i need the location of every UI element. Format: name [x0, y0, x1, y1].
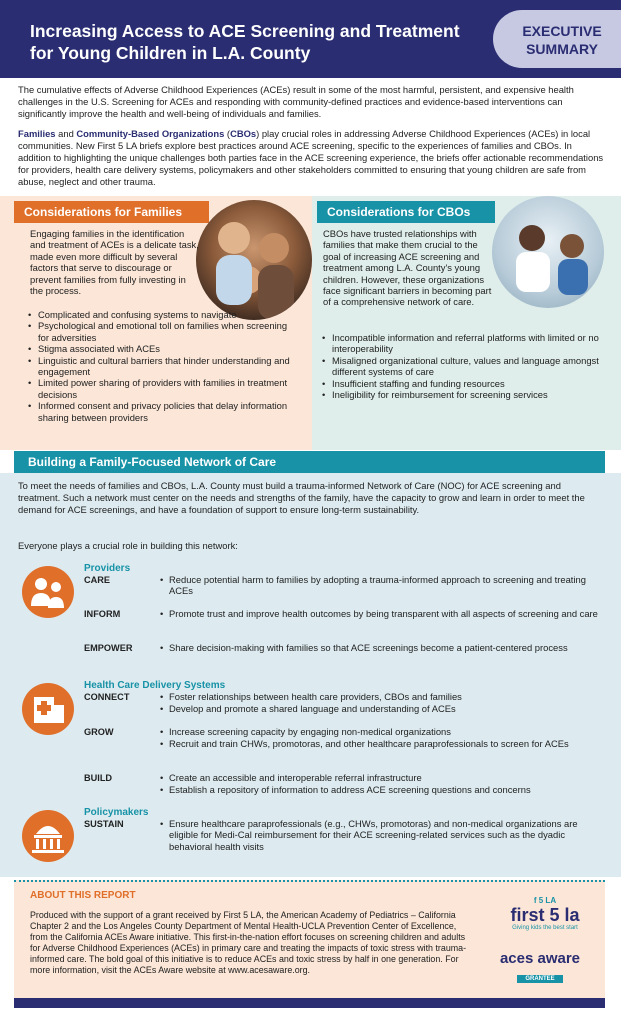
cbos-bullets: [322, 332, 602, 400]
acesaware-logo: [490, 950, 590, 985]
inform-text: • Promote trust and improve health outcomes by being transparent with all aspects of screening and care: [160, 608, 600, 619]
role-care: CARE: [84, 575, 111, 585]
families-bullet: • Psychological and emotional toll on families when screening for adversities: [28, 320, 298, 343]
families-term: Families: [18, 128, 56, 139]
role-connect: CONNECT: [84, 692, 130, 702]
and-text: and: [55, 128, 77, 139]
providers-icon: [22, 566, 74, 618]
build-point-2: • Establish a repository of information to address ACE screening questions and concerns: [160, 784, 600, 795]
intro-paragraph-1: The cumulative effects of Adverse Childhood Experiences (ACEs) result in some of the most harmful, persistent, and expensive health challenges in the U.S. Screening for ACEs and responding with community-defined practices and evidence-based interventions can significantly improve the health and well-being of individuals and families.: [18, 84, 574, 119]
hospital-icon: [22, 683, 74, 735]
role-build: BUILD: [84, 773, 113, 783]
about-text: Produced with the support of a grant received by First 5 LA, the American Academy of Pediatrics – California Chapter 2 and the Los Angeles County Department of Mental Health-UCLA Prevention Center of Excellence, from the California ACEs Aware initiative. This first-in-the-nation effort focuses on screening children and adults for Adverse Childhood Experiences (ACEs) in primary care and treating the impacts of toxic stress with trauma-informed care. The bold goal of this initiative is to reduce ACEs and toxic stress by half in one generation. For more information, visit the ACEs Aware website at www.acesaware.org.: [30, 910, 467, 975]
grow-point-1: • Increase screening capacity by engaging non-medical organizations: [160, 726, 600, 737]
role-grow: GROW: [84, 727, 114, 737]
footer-bar: [14, 998, 605, 1008]
empower-text: • Share decision-making with families so that ACE screenings become a patient-centered process: [160, 642, 600, 653]
family-photo: [196, 200, 312, 320]
hospital-glyph: [22, 683, 74, 735]
cbos-paragraph: CBOs have trusted relationships with families that make them crucial to the goal of increasing ACE screening and treatment among L.A. County's young children. However, these organizations face significant barriers in becoming part of a comprehensive network of care.: [323, 228, 492, 308]
build-point-1: • Create an accessible and interoperable referral infrastructure: [160, 772, 600, 783]
families-bullet: • Complicated and confusing systems to navigate: [28, 309, 298, 320]
first5-tagline: Giving kids the best start: [512, 925, 578, 931]
badge-line-2: SUMMARY: [526, 41, 598, 57]
about-section: [14, 880, 605, 998]
capitol-icon: [22, 810, 74, 862]
family-illustration: [196, 200, 312, 320]
providers-label: Providers: [84, 563, 131, 574]
hcds-label: Health Care Delivery Systems: [84, 680, 226, 691]
grantee-tag: GRANTEE: [517, 975, 562, 983]
cbos-bullet: • Misaligned organizational culture, values and language amongst different systems of care: [322, 355, 602, 378]
cbos-term: CBOs: [230, 128, 257, 139]
about-heading: ABOUT THIS REPORT: [30, 890, 136, 901]
paren-open: (: [224, 128, 231, 139]
first5-logo: [500, 896, 590, 931]
executive-summary-badge: [493, 10, 621, 68]
grow-point-2: • Recruit and train CHWs, promotoras, and other healthcare paraprofessionals to screen for ACEs: [160, 738, 600, 749]
connect-point-2: • Develop and promote a shared language and understanding of ACEs: [160, 703, 600, 714]
intro-rest: ) play crucial roles in addressing Adverse Childhood Experiences (ACEs) in local communities. New First 5 LA briefs explore best practices around ACE screening, specific to the experiences of families and CBOs. In addition to highlighting the unique challenges both parties face in the ACE screening experience, the briefs offer actionable recommendations for providers, health care delivery systems, policymakers and other stakeholders committed to ensuring that young children are safe from abuse, neglect and other trauma.: [18, 128, 604, 187]
capitol-glyph: [22, 810, 74, 862]
families-heading: Considerations for Families: [14, 201, 209, 223]
families-paragraph: Engaging families in the identification and treatment of ACEs is a delicate task, made even more difficult by several factors that serve to discourage or prevent families from fully investing in the process.: [30, 228, 199, 297]
cbos-bullet: • Incompatible information and referral platforms with limited or no interoperability: [322, 332, 602, 355]
families-bullet: • Linguistic and cultural barriers that hinder understanding and engagement: [28, 355, 298, 378]
cbos-bullet: • Ineligibility for reimbursement for screening services: [322, 389, 602, 400]
title-line-1: Increasing Access to ACE Screening and Treatment: [30, 21, 460, 41]
title-line-2: for Young Children in L.A. County: [30, 43, 311, 63]
families-bullets: [28, 309, 298, 423]
cbo-photo: [492, 196, 604, 308]
providers-glyph: [22, 566, 74, 618]
care-text: • Reduce potential harm to families by adopting a trauma-informed approach to screening and treating ACEs: [160, 574, 600, 597]
role-sustain: SUSTAIN: [84, 819, 124, 829]
intro-paragraph-2: [18, 128, 604, 188]
acesaware-wordmark: aces aware: [499, 950, 581, 967]
network-heading: Building a Family-Focused Network of Care: [14, 451, 605, 473]
sustain-text: • Ensure healthcare paraprofessionals (e.g., CHWs, promotoras) and non-medical organizations are eligible for Medi-Cal reimbursement for their ACE screening-related services such as the dyadic behavioral health visits: [160, 818, 600, 852]
role-inform: INFORM: [84, 609, 121, 619]
families-bullet: • Informed consent and privacy policies that delay information sharing between providers: [28, 400, 298, 423]
families-bullet: • Stigma associated with ACEs: [28, 343, 298, 354]
cbos-heading: Considerations for CBOs: [317, 201, 495, 223]
badge-line-1: EXECUTIVE: [522, 23, 602, 39]
role-empower: EMPOWER: [84, 643, 133, 653]
first5-small-mark: f 5 LA: [533, 896, 557, 905]
cbo-term: Community-Based Organizations: [76, 128, 225, 139]
first5-wordmark: first 5 la: [510, 905, 580, 925]
families-bullet: • Limited power sharing of providers with families in treatment decisions: [28, 377, 298, 400]
everyone-text: Everyone plays a crucial role in building this network:: [18, 540, 238, 551]
policymakers-label: Policymakers: [84, 807, 149, 818]
network-paragraph: To meet the needs of families and CBOs, L.A. County must build a trauma-informed Network of Care (NOC) for ACE screening and treatment. Such a network must center on the needs and strengths of the family, have the capacity to grow and learn in order to meet the demand for ACE screenings, and have a foundation of support to ensure long-term sustainability.: [18, 480, 585, 515]
clinic-illustration: [492, 196, 604, 308]
cbos-bullet: • Insufficient staffing and funding resources: [322, 378, 602, 389]
connect-point-1: • Foster relationships between health care providers, CBOs and families: [160, 691, 600, 702]
header-banner: [0, 0, 621, 78]
page-title: [30, 20, 490, 64]
